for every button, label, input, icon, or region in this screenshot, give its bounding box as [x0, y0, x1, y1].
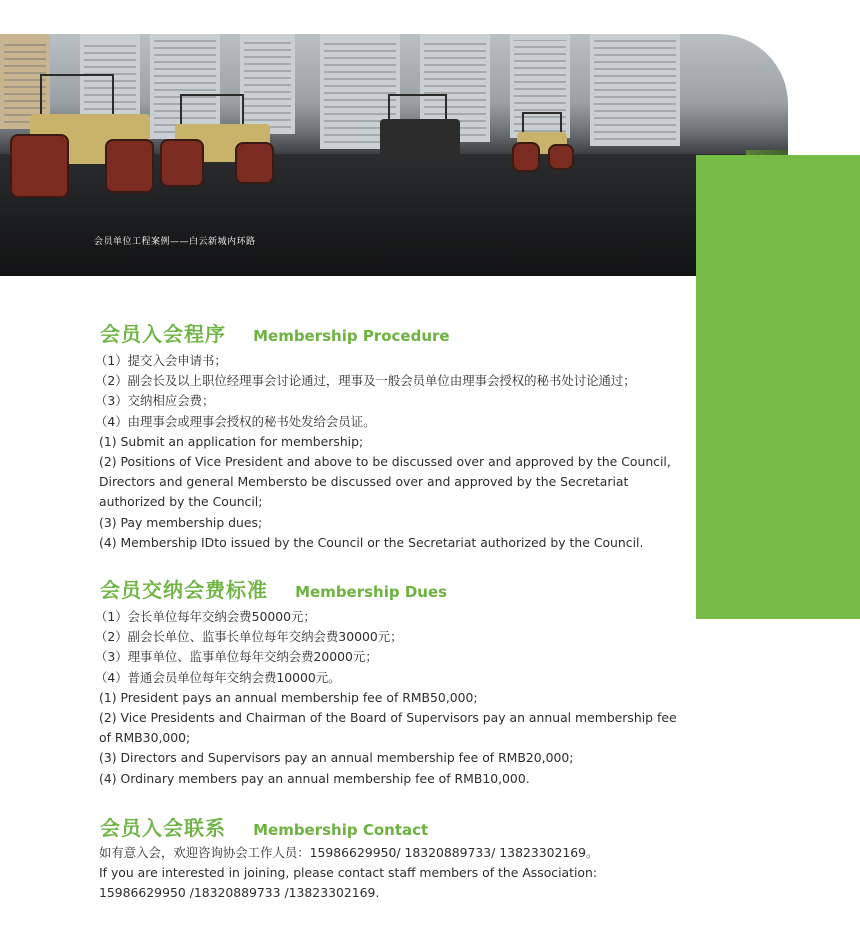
contact-heading [100, 812, 428, 841]
procedure-en-item: (2) Positions of Vice President and above to be discussed over and approved by the Council, [99, 454, 671, 470]
dues-cn-item: （3）理事单位、监事单位每年交纳会费20000元； [95, 649, 378, 665]
dues-cn-item: （2）副会长单位、监事长单位每年交纳会费30000元； [95, 629, 403, 645]
procedure-cn-item: （2）副会长及以上职位经理事会讨论通过，理事及一般会员单位由理事会授权的秘书处讨论通过； [95, 373, 636, 389]
contact-title-cn: 会员入会联系 [100, 816, 226, 840]
procedure-en-item: (1) Submit an application for membership; [99, 433, 364, 449]
contact-en-item: 15986629950 /18320889733 /13823302169. [99, 885, 380, 901]
dues-en-item: (3) Directors and Supervisors pay an annual membership fee of RMB20,000; [99, 750, 574, 766]
procedure-cn-item: （3）交纳相应会费； [95, 393, 215, 409]
contact-title-en: Membership Contact [253, 821, 429, 839]
contact-cn-text: 如有意入会，欢迎咨询协会工作人员：15986629950/ 18320889733/ 13823302169。 [99, 845, 599, 860]
procedure-en-item: (3) Pay membership dues; [99, 514, 263, 530]
procedure-cn-item: （4）由理事会或理事会授权的秘书处发给会员证。 [95, 413, 376, 429]
hero-caption: 会员单位工程案例——白云新城内环路 [94, 237, 256, 247]
contact-info [95, 843, 695, 904]
dues-en-item: (4) Ordinary members pay an annual membership fee of RMB10,000. [99, 770, 530, 786]
dues-list [95, 607, 695, 789]
road-roller-graphic [512, 112, 572, 167]
dues-en-item: of RMB30,000; [99, 730, 191, 746]
dues-en-item: (2) Vice Presidents and Chairman of the Board of Supervisors pay an annual membership fee [99, 710, 677, 726]
procedure-heading [100, 318, 450, 347]
dues-cn-item: （4）普通会员单位每年交纳会费10000元。 [95, 669, 341, 685]
paver-graphic [380, 94, 460, 164]
dues-title-en: Membership Dues [295, 583, 448, 601]
dues-cn-item: （1）会长单位每年交纳会费50000元； [95, 609, 316, 624]
procedure-title-cn: 会员入会程序 [100, 322, 226, 346]
road-roller-graphic [10, 74, 160, 204]
dues-en-item: (1) President pays an annual membership fee of RMB50,000; [99, 689, 478, 705]
procedure-en-item: (4) Membership IDto issued by the Council or the Secretariat authorized by the Council. [99, 534, 644, 550]
contact-en-item: If you are interested in joining, please contact staff members of the Association: [99, 865, 598, 881]
procedure-en-item: authorized by the Council; [99, 494, 263, 510]
green-accent-overlay [696, 155, 788, 276]
hero-photo [0, 34, 788, 276]
procedure-title-en: Membership Procedure [253, 327, 450, 345]
dues-title-cn: 会员交纳会费标准 [100, 578, 268, 602]
procedure-en-item: Directors and general Membersto be discussed over and approved by the Secretariat [99, 474, 629, 490]
building [590, 34, 680, 146]
procedure-list [95, 351, 695, 553]
dues-heading [100, 574, 447, 603]
procedure-cn-item: （1）提交入会申请书； [95, 353, 227, 368]
road-roller-graphic [160, 94, 275, 184]
